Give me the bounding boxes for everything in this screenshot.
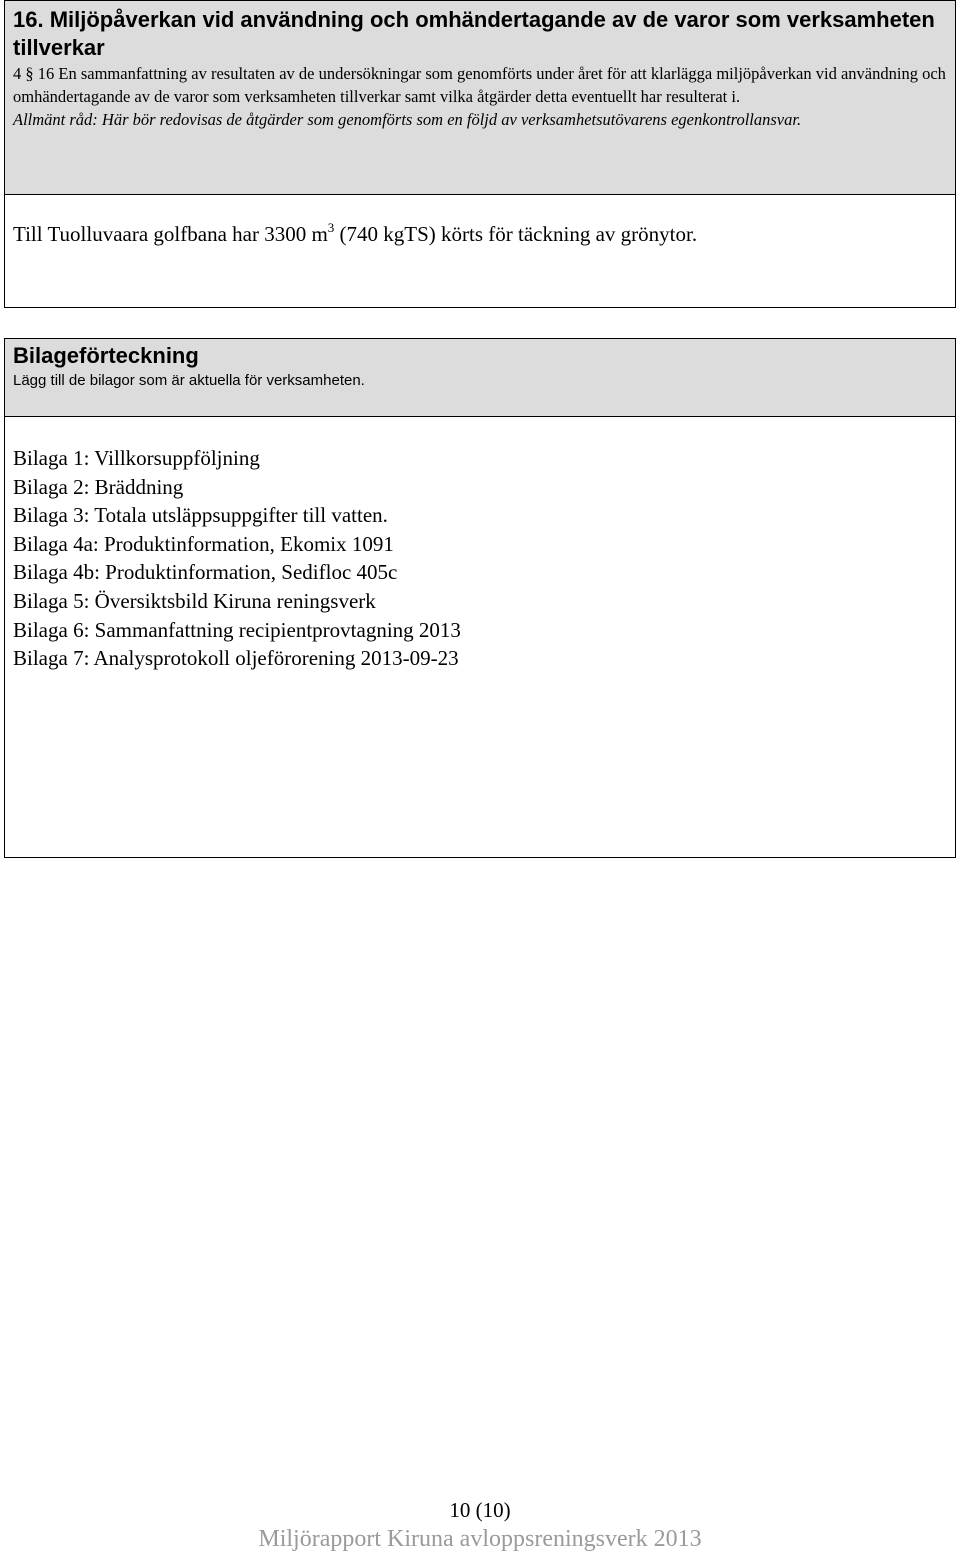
appendix-hint: Lägg till de bilagor som är aktuella för verksamheten. — [13, 372, 365, 389]
appendix-box — [4, 338, 956, 858]
appendix-item: Bilaga 5: Översiktsbild Kiruna reningsverk — [13, 588, 376, 613]
section-16-body — [5, 195, 955, 251]
section-16-body-text: Till Tuolluvaara golfbana har 3300 m — [13, 222, 328, 246]
section-16-title: 16. Miljöpåverkan vid användning och omhändertagande av de varor som verksamheten tillverkar — [13, 7, 935, 60]
section-16-body-superscript: 3 — [327, 220, 335, 235]
section-16-description: 4 § 16 En sammanfattning av resultaten av de undersökningar som genomförts under året för att klarlägga miljöpåverkan vid användning och omhändertagande av de varor som verksamheten tillverkar samt vilka åtgärder detta eventuellt har resulterat i. — [13, 64, 946, 106]
appendix-title: Bilageförteckning — [13, 343, 199, 368]
appendix-header — [5, 339, 955, 417]
appendix-item: Bilaga 1: Villkorsuppföljning — [13, 446, 260, 470]
appendix-item: Bilaga 3: Totala utsläppsuppgifter till vatten. — [13, 503, 388, 528]
appendix-item: Bilaga 2: Bräddning — [13, 474, 184, 499]
section-16-body-text-end: (740 kgTS) körts för täckning av grönytor. — [334, 222, 698, 246]
section-16-advice: Allmänt råd: Här bör redovisas de åtgärder som genomförts som en följd av verksamhetsutövarens egenkontrollansvar. — [13, 110, 802, 129]
appendix-item: Bilaga 6: Sammanfattning recipientprovtagning 2013 — [13, 617, 461, 642]
page-number: 10 (10) — [449, 1498, 511, 1522]
report-footer-name: Miljörapport Kiruna avloppsreningsverk 2013 — [258, 1526, 702, 1552]
section-16-box — [4, 0, 956, 308]
section-16-header — [5, 1, 955, 195]
appendix-item: Bilaga 4a: Produktinformation, Ekomix 1091 — [13, 531, 394, 556]
appendix-item: Bilaga 4b: Produktinformation, Sedifloc 405c — [13, 560, 398, 585]
appendix-item: Bilaga 7: Analysprotokoll oljeförorening 2013-09-23 — [13, 646, 459, 671]
appendix-list — [5, 417, 955, 673]
